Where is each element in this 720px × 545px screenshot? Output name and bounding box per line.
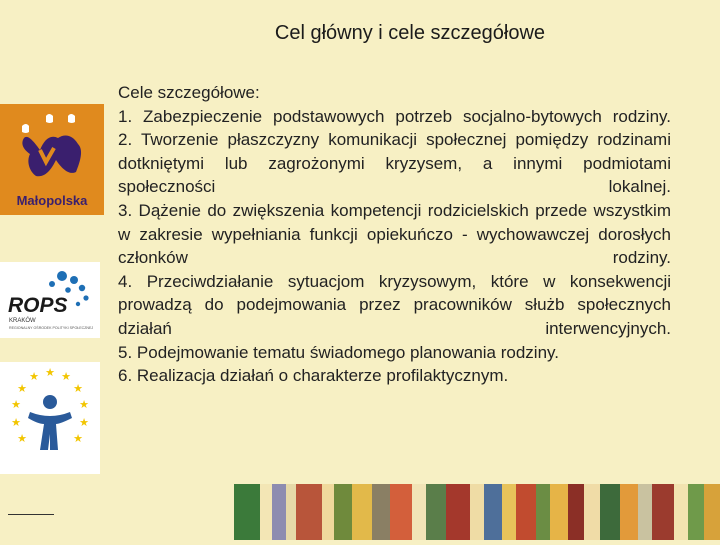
malopolska-logo — [0, 104, 104, 215]
rops-city-text: KRAKÓW — [9, 318, 36, 324]
svg-text:★: ★ — [11, 417, 21, 429]
malopolska-logo-text: Małopolska — [16, 193, 88, 208]
list-item: 4. Przeciwdziałanie sytuacjom kryzysowym, które w konsekwencji prowadzą do podejmowania przez pracowników służb społecznych działań interwencyjnych. — [118, 271, 671, 338]
divider-line — [8, 514, 54, 515]
svg-text:★: ★ — [61, 371, 71, 383]
svg-text:★: ★ — [73, 383, 83, 395]
decorative-stripes — [234, 484, 720, 540]
svg-text:★: ★ — [29, 371, 39, 383]
svg-text:★: ★ — [73, 433, 83, 445]
rops-logo — [0, 262, 100, 338]
content-heading: Cele szczegółowe: — [118, 83, 260, 102]
svg-text:★: ★ — [45, 367, 55, 379]
slide-title: Cel główny i cele szczegółowe — [274, 22, 546, 44]
rops-logo-text: ROPS — [8, 294, 68, 317]
svg-text:★: ★ — [11, 399, 21, 411]
rops-subtext: REGIONALNY OŚRODEK POLITYKI SPOŁECZNEJ — [9, 326, 94, 330]
child-figure-icon — [28, 395, 72, 450]
list-item: 6. Realizacja działań o charakterze profilaktycznym. — [118, 366, 509, 386]
child-stars-logo — [0, 362, 100, 474]
svg-text:★: ★ — [79, 417, 89, 429]
list-item: 1. Zabezpieczenie podstawowych potrzeb socjalno-bytowych rodziny. — [118, 106, 671, 126]
list-item: 5. Podejmowanie tematu świadomego planowania rodziny. — [118, 342, 559, 362]
svg-text:★: ★ — [17, 433, 27, 445]
slide-content — [118, 81, 671, 388]
list-item: 2. Tworzenie płaszczyzny komunikacji społecznej pomiędzy rodzinami dotkniętymi lub zagrożonymi kryzysem, a innymi podmiotami społeczności lokalnej. — [118, 130, 671, 197]
svg-text:★: ★ — [79, 399, 89, 411]
list-item: 3. Dążenie do zwiększenia kompetencji rodzicielskich przede wszystkim w zakresie wypełniania funkcji opiekuńczo - wychowawczej dorosłych członków rodziny. — [118, 200, 671, 268]
svg-text:★: ★ — [17, 383, 27, 395]
